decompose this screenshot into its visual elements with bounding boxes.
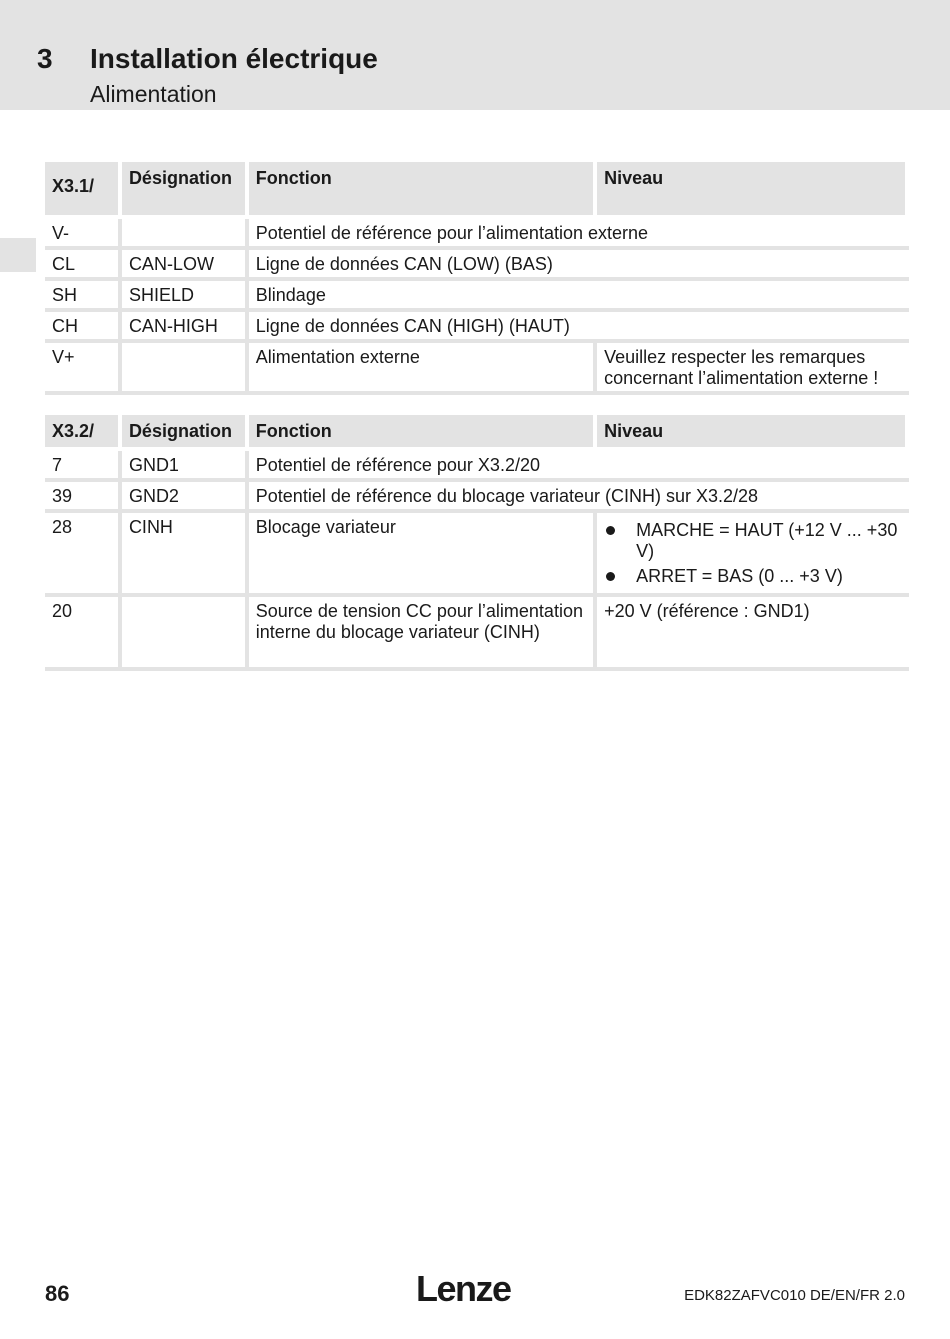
page-number: 86 — [45, 1281, 70, 1306]
list-item — [604, 566, 903, 587]
cell-designation: GND2 — [122, 482, 249, 513]
table-row — [45, 250, 909, 281]
chapter-title: Installation électrique — [90, 43, 378, 74]
table-x3-2 — [45, 415, 909, 671]
cell-designation: CAN-LOW — [122, 250, 249, 281]
cell-function: Potentiel de référence du blocage variateur (CINH) sur X3.2/28 — [249, 482, 909, 513]
header-terminal: X3.1/ — [45, 162, 122, 219]
level-text: MARCHE = HAUT (+12 V ... +30 V) — [636, 520, 898, 561]
header-level: Niveau — [597, 415, 909, 451]
cell-terminal: 39 — [45, 482, 122, 513]
header-designation: Désignation — [122, 162, 249, 219]
table-row — [45, 343, 909, 395]
level-text: ARRET = BAS (0 ... +3 V) — [636, 566, 843, 586]
header-function: Fonction — [249, 162, 597, 219]
table-x3-1 — [45, 162, 909, 395]
cell-function: Blindage — [249, 281, 909, 312]
cell-function: Alimentation externe — [249, 343, 597, 395]
table-header-row — [45, 415, 909, 451]
document-reference: EDK82ZAFVC010 DE/EN/FR 2.0 — [684, 1287, 905, 1304]
header-designation: Désignation — [122, 415, 249, 451]
header-level: Niveau — [597, 162, 909, 219]
header-function: Fonction — [249, 415, 597, 451]
cell-terminal: 20 — [45, 597, 122, 671]
cell-function: Source de tension CC pour l’alimentation interne du blocage variateur (CINH) — [249, 597, 597, 671]
cell-terminal: SH — [45, 281, 122, 312]
cell-terminal: V+ — [45, 343, 122, 395]
cell-designation — [122, 219, 249, 250]
cell-designation — [122, 343, 249, 395]
table-row — [45, 281, 909, 312]
cell-designation: CAN-HIGH — [122, 312, 249, 343]
cell-function: Potentiel de référence pour X3.2/20 — [249, 451, 909, 482]
bullet-icon — [606, 526, 615, 535]
table-row — [45, 451, 909, 482]
cell-level: Veuillez respecter les remarques concernant l’alimentation externe ! — [597, 343, 909, 395]
section-title: Alimentation — [90, 81, 217, 107]
cell-terminal: 28 — [45, 513, 122, 597]
cell-function: Ligne de données CAN (LOW) (BAS) — [249, 250, 909, 281]
cell-level — [597, 513, 909, 597]
table-row — [45, 482, 909, 513]
cell-designation: SHIELD — [122, 281, 249, 312]
chapter-side-tab — [0, 238, 36, 272]
cell-terminal: CH — [45, 312, 122, 343]
table-header-row — [45, 162, 909, 219]
cell-designation — [122, 597, 249, 671]
table-row — [45, 219, 909, 250]
header-terminal: X3.2/ — [45, 415, 122, 451]
cell-terminal: 7 — [45, 451, 122, 482]
bullet-icon — [606, 572, 615, 581]
cell-terminal: V- — [45, 219, 122, 250]
cell-designation: CINH — [122, 513, 249, 597]
cell-designation: GND1 — [122, 451, 249, 482]
list-item — [604, 520, 903, 562]
cell-function: Ligne de données CAN (HIGH) (HAUT) — [249, 312, 909, 343]
table-row — [45, 513, 909, 597]
chapter-number: 3 — [37, 43, 53, 74]
cell-function: Blocage variateur — [249, 513, 597, 597]
cell-level: +20 V (référence : GND1) — [597, 597, 909, 671]
table-row — [45, 597, 909, 671]
level-bullet-list — [604, 520, 903, 587]
table-row — [45, 312, 909, 343]
lenze-logo: Lenze — [416, 1268, 511, 1309]
cell-function: Potentiel de référence pour l’alimentation externe — [249, 219, 909, 250]
cell-terminal: CL — [45, 250, 122, 281]
